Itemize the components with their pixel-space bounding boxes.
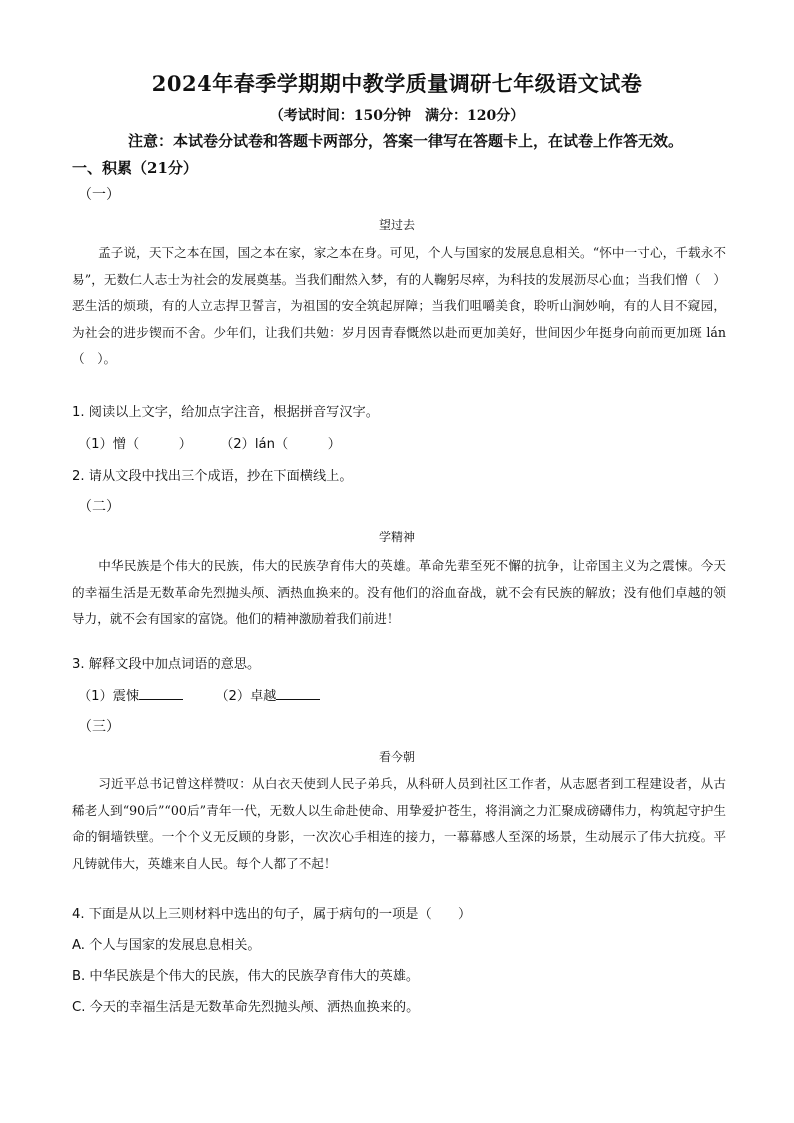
part1-paragraph-text: 孟子说，天下之本在国，国之本在家，家之本在身。可见，个人与国家的发展息息相关。“怀中一寸心，千载永不易”，无数仁人志士为社会的发展奠基。当我们酣然入梦，有的人鞠躬尽瘁，为科技的发展沥尽心血；当我们憎（ ）恶生活的烦琐，有的人立志捍卫誓言，为祖国的安全筑起屏障；当我们咀嚼美食，聆听山涧妙响，有的人目不窥园，为社会的进步锲而不舍。少年们，让我们共勉：岁月因青春慨然以赴而更加美好，世间因少年挺身向前而更加斑 lán（ ）。 [72,245,726,366]
part2-title: 学精神 [378,530,415,544]
part2-paragraph-text: 中华民族是个伟大的民族，伟大的民族孕育伟大的英雄。革命先辈至死不懈的抗争，让帝国主义为之震悚。今天的幸福生活是无数革命先烈抛头颅、洒热血换来的。没有他们的浴血奋战，就不会有民族的解放；没有他们卓越的领导力，就不会有国家的富饶。他们的精神激励着我们前进！ [72,558,726,626]
question-4: 4. 下面是从以上三则材料中选出的句子，属于病句的一项是（ ） [72,907,472,922]
part3-label: （三） [78,719,120,735]
exam-subtitle: （考试时间：150分钟 满分：120分） [269,108,525,124]
question-3-item-b: （2）卓越 [215,689,277,704]
question-2: 2. 请从文段中找出三个成语，抄在下面横线上。 [72,469,353,484]
answer-blank [276,687,320,700]
option-c: C. 今天的幸福生活是无数革命先烈抛头颅、洒热血换来的。 [72,1000,420,1015]
part3-paragraph [72,771,726,877]
question-3-row [78,685,320,704]
part1-label: （一） [78,187,120,203]
question-1-row [78,433,341,452]
part1-title: 望过去 [378,218,415,232]
question-1-item-b: （2）lán（ ） [220,437,341,452]
part2-label: （二） [78,499,120,515]
part2-paragraph [72,553,726,633]
section-heading: 一、积累（21分） [72,159,198,177]
exam-notice: 注意：本试卷分试卷和答题卡两部分，答案一律写在答题卡上，在试卷上作答无效。 [128,132,684,150]
question-3-item-a: （1）震悚 [78,689,140,704]
part3-title: 看今朝 [378,750,415,764]
exam-title: 2024年春季学期期中教学质量调研七年级语文试卷 [151,71,643,96]
option-a: A. 个人与国家的发展息息相关。 [72,938,261,953]
question-1-item-a: （1）憎（ ） [78,437,192,452]
question-3: 3. 解释文段中加点词语的意思。 [72,657,261,672]
part3-paragraph-text: 习近平总书记曾这样赞叹：从白衣天使到人民子弟兵，从科研人员到社区工作者，从志愿者到工程建设者，从古稀老人到“90后”“00后”青年一代，无数人以生命赴使命、用挚爱护苍生，将涓滴之力汇聚成磅礴伟力，构筑起守护生命的铜墙铁壁。一个个义无反顾的身影，一次次心手相连的接力，一幕幕感人至深的场景，生动展示了伟大抗疫。平凡铸就伟大，英雄来自人民。每个人都了不起！ [72,776,726,871]
question-1: 1. 阅读以上文字，给加点字注音，根据拼音写汉字。 [72,405,379,420]
option-b: B. 中华民族是个伟大的民族，伟大的民族孕育伟大的英雄。 [72,969,420,984]
part1-paragraph [72,240,726,373]
answer-blank [139,687,183,700]
